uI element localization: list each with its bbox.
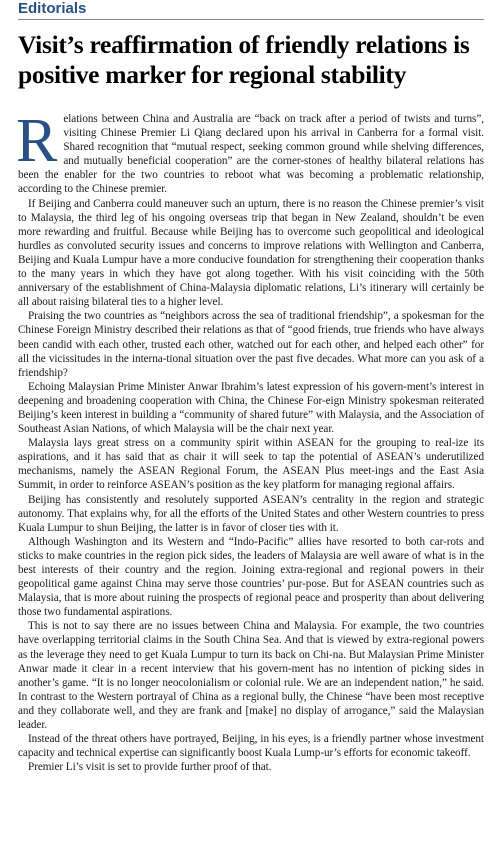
article-paragraph: Praising the two countries as “neighbors across the sea of traditional friendship”, a spokesman for the Chinese Foreign Ministry described their relations as that of “good friends, true friends who have always been candid with each other, trusted each other, watched out for each other, and helped each other” for all the vicissitudes in the interna-tional situation over the past five decades. What more can you ask of a friendship? xyxy=(18,310,484,379)
article-paragraph: Malaysia lays great stress on a community spirit within ASEAN for the grouping to real-ize its aspirations, and it has said that as chair it will seek to tap the potential of ASEAN’s underutilized mechanisms, namely the ASEAN Regional Forum, the ASEAN Plus meet-ings and the East Asia Summit, in order to reinforce ASEAN’s position as the key platform for managing regional affairs. xyxy=(18,437,484,492)
article-paragraph: Echoing Malaysian Prime Minister Anwar Ibrahim’s latest expression of his govern-ment’s interest in deepening and broadening cooperation with China, the Chinese For-eign Ministry spokesman reiterated Beijing’s keen interest in building a “community of shared future” with Malaysia, and the Association of Southeast Asian Nations, of which Malaysia will be the chair next year. xyxy=(18,380,484,436)
drop-cap: R xyxy=(16,107,58,175)
article-paragraph: Instead of the threat others have portrayed, Beijing, in his eyes, is a friendly partner whose investment capacity and technical expertise can significantly boost Kuala Lump-ur’s efforts for economic takeoff. xyxy=(18,733,484,760)
article-paragraph: Beijing has consistently and resolutely supported ASEAN’s centrality in the region and strategic autonomy. That explains why, for all the efforts of the United States and other Western countries to press Kuala Lumpur to shun Beijing, the latter is in favor of closer ties with it. xyxy=(18,493,484,534)
article-paragraph: This is not to say there are no issues between China and Malaysia. For example, the two countries have overlapping territorial claims in the South China Sea. And that is viewed by extra-regional powers as the leverage they need to get Kuala Lumpur to turn its back on Chi-na. But Malaysian Prime Minister Anwar made it clear in a recent interview that his govern-ment has no intention of picking sides in another’s game. “It is no longer neocolonialism or colonial rule. We are an independent nation,” he said. In contrast to the Western portrayal of China as a regional bully, the Chinese “have been most receptive and they collaborate well, and they are frank and [make] no display of arrogance,” said the Malaysian leader. xyxy=(18,620,484,732)
article-paragraph: Although Washington and its Western and “Indo-Pacific” allies have resorted to both car-rots and sticks to make countries in the region pick sides, the leaders of Malaysia are well aware of what is in the best interests of their country and the region. Joining extra-regional and regional powers in their geopolitical game against China may serve those countries’ pur-pose. But for ASEAN countries such as Malaysia, that is more about ruining the prospects of regional peace and prosperity than about delivering those two fundamental aspirations. xyxy=(18,535,484,619)
article-headline: Visit’s reaffirmation of friendly relations is positive marker for regional stability xyxy=(18,30,470,89)
article-paragraph: Premier Li’s visit is set to provide further proof of that. xyxy=(28,761,272,774)
article-paragraph: If Beijing and Canberra could maneuver such an upturn, there is no reason the Chinese premier’s visit to Malaysia, the third leg of his ongoing overseas trip that began in New Zealand, shouldn’t be even more rewarding and fruitful. Because while Beijing has to overcome such geopolitical and ideological hurdles as convoluted security issues and concerns to improve relations with Wellington and Canberra, Beijing and Kuala Lumpur have a more conducive foundation for strengthening their cooperation thanks to the many years in which they have got along together. With his visit coinciding with the 50th anniversary of the establishment of China-Malaysia diplomatic relations, Li’s itinerary will certainly be all about raising bilateral ties to a higher level. xyxy=(18,197,484,309)
article-body xyxy=(16,107,484,774)
paragraph-text: elations between China and Australia are “back on track after a period of twists and turns”, visiting Chinese Premier Li Qiang declared upon his arrival in Canberra for a formal visit. Shared recognition that “mutual respect, seeking common ground while shelving differences, and mutually beneficial cooperation” are the corner-stones of healthy bilateral relations has been the enabler for the two countries to reboot what was becoming a problematic relationship, according to the Chinese premier. xyxy=(18,113,484,196)
article-paragraph xyxy=(16,107,484,197)
section-label: Editorials xyxy=(18,0,87,17)
section-divider xyxy=(18,19,484,20)
